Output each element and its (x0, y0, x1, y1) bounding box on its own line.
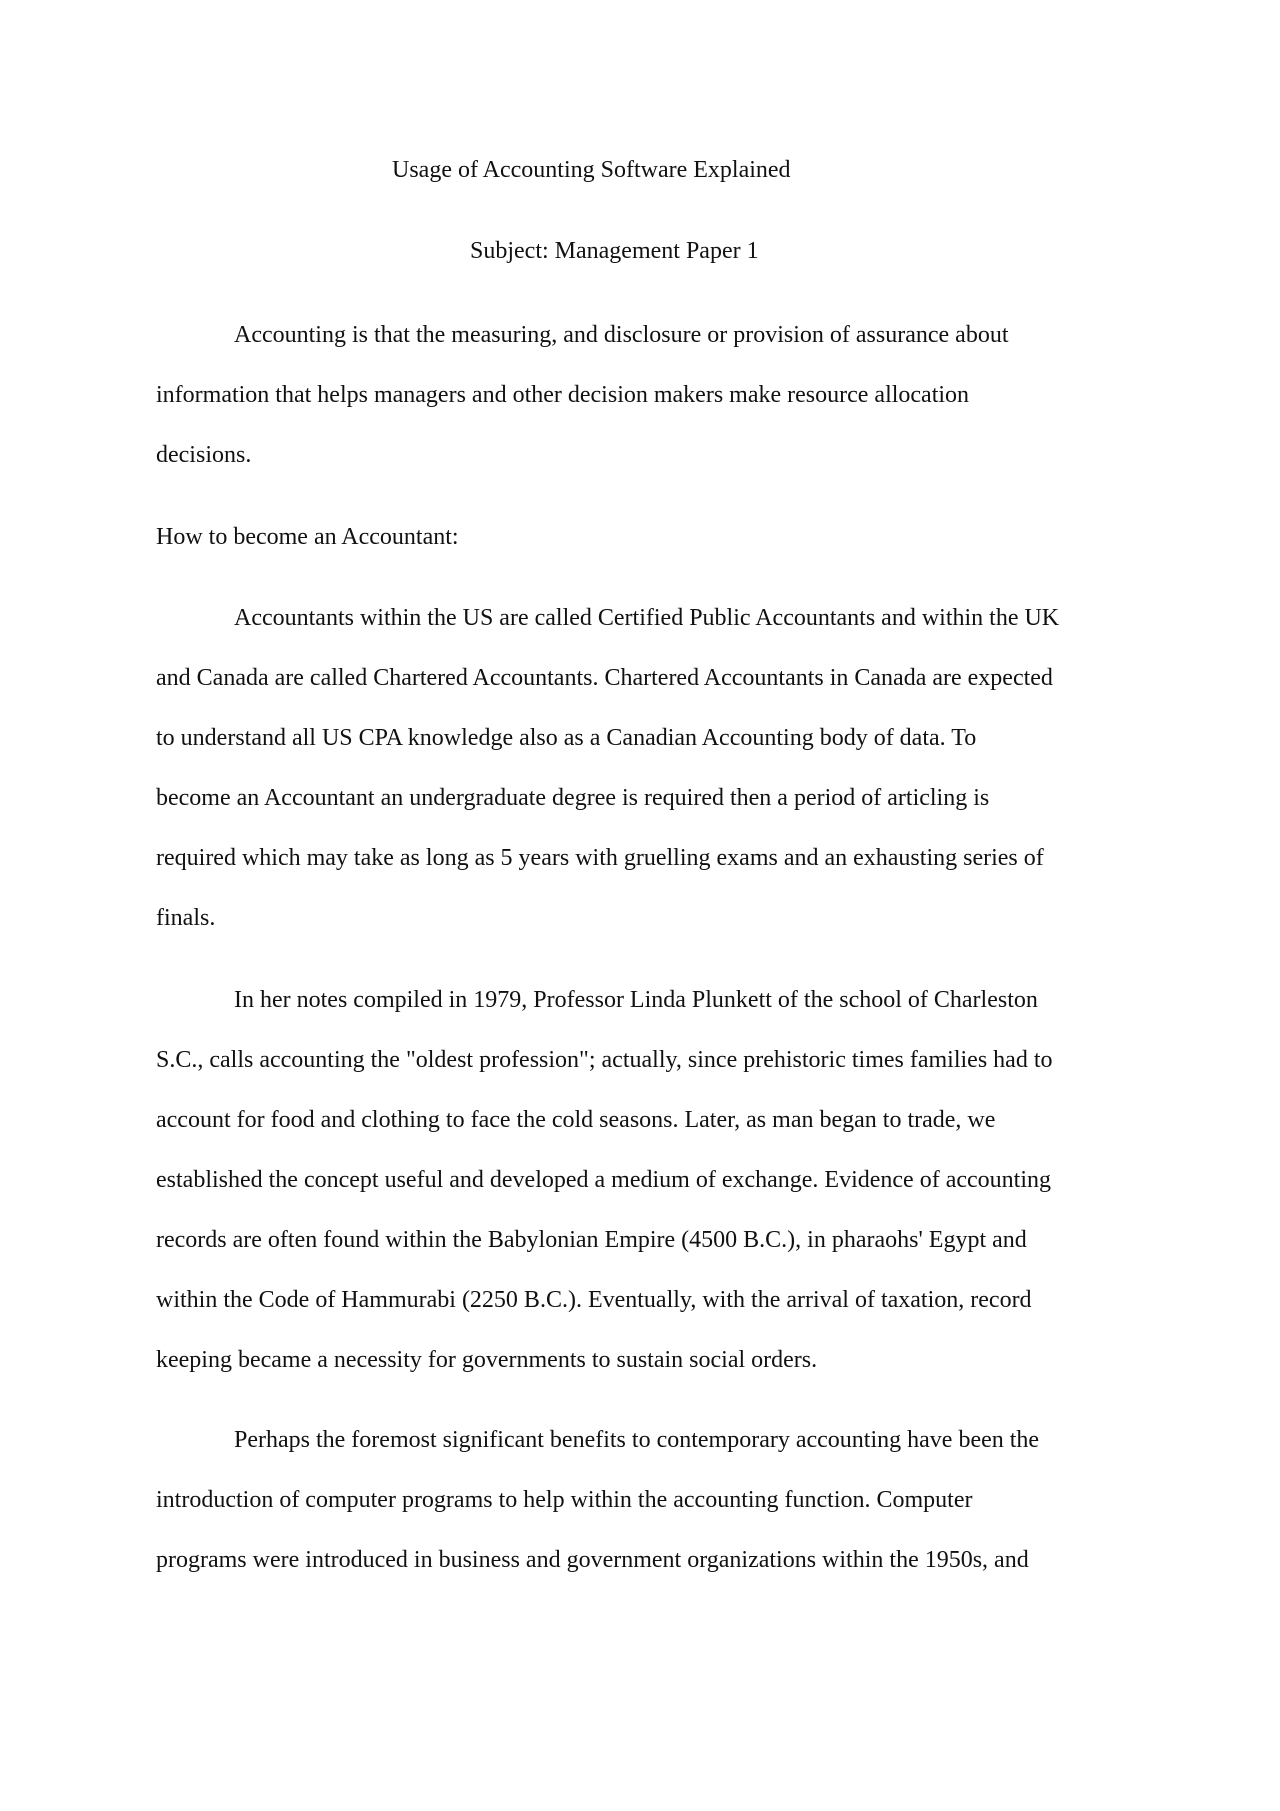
paragraph-line: Accounting is that the measuring, and disclosure or provision of assurance about (234, 322, 1009, 348)
paragraph-line: keeping became a necessity for governments to sustain social orders. (156, 1347, 818, 1373)
paragraph-computer-programs (156, 1410, 1136, 1590)
paragraph-become-accountant (156, 588, 1136, 948)
paragraph-line: required which may take as long as 5 years with gruelling exams and an exhausting series of (156, 845, 1044, 871)
paragraph-line: finals. (156, 905, 216, 931)
paragraph-line: information that helps managers and other decision makers make resource allocation (156, 382, 970, 408)
document-title: Usage of Accounting Software Explained (392, 157, 791, 183)
paragraph-line: records are often found within the Babylonian Empire (4500 B.C.), in pharaohs' Egypt and (156, 1227, 1027, 1253)
paragraph-history (156, 970, 1136, 1390)
paragraph-line: introduction of computer programs to help within the accounting function. Computer (156, 1487, 973, 1513)
paragraph-line: In her notes compiled in 1979, Professor Linda Plunkett of the school of Charleston (234, 987, 1038, 1013)
paragraph-line: Perhaps the foremost significant benefits to contemporary accounting have been the (234, 1427, 1040, 1453)
paragraph-line: Accountants within the US are called Certified Public Accountants and within the UK (234, 605, 1060, 631)
paragraph-line: become an Accountant an undergraduate degree is required then a period of articling is (156, 785, 990, 811)
paragraph-line: to understand all US CPA knowledge also as a Canadian Accounting body of data. To (156, 725, 977, 751)
paragraph-intro (156, 305, 1136, 485)
paragraph-line: decisions. (156, 442, 252, 468)
section-heading: How to become an Accountant: (156, 524, 459, 550)
paragraph-line: established the concept useful and developed a medium of exchange. Evidence of accounting (156, 1167, 1051, 1193)
paragraph-line: account for food and clothing to face the cold seasons. Later, as man began to trade, we (156, 1107, 996, 1133)
paragraph-line: programs were introduced in business and government organizations within the 1950s, and (156, 1547, 1029, 1573)
paragraph-line: within the Code of Hammurabi (2250 B.C.). Eventually, with the arrival of taxation, record (156, 1287, 1032, 1313)
paragraph-line: and Canada are called Chartered Accountants. Chartered Accountants in Canada are expected (156, 665, 1053, 691)
document-subtitle: Subject: Management Paper 1 (470, 238, 759, 264)
paragraph-line: S.C., calls accounting the "oldest profession"; actually, since prehistoric times families had to (156, 1047, 1053, 1073)
